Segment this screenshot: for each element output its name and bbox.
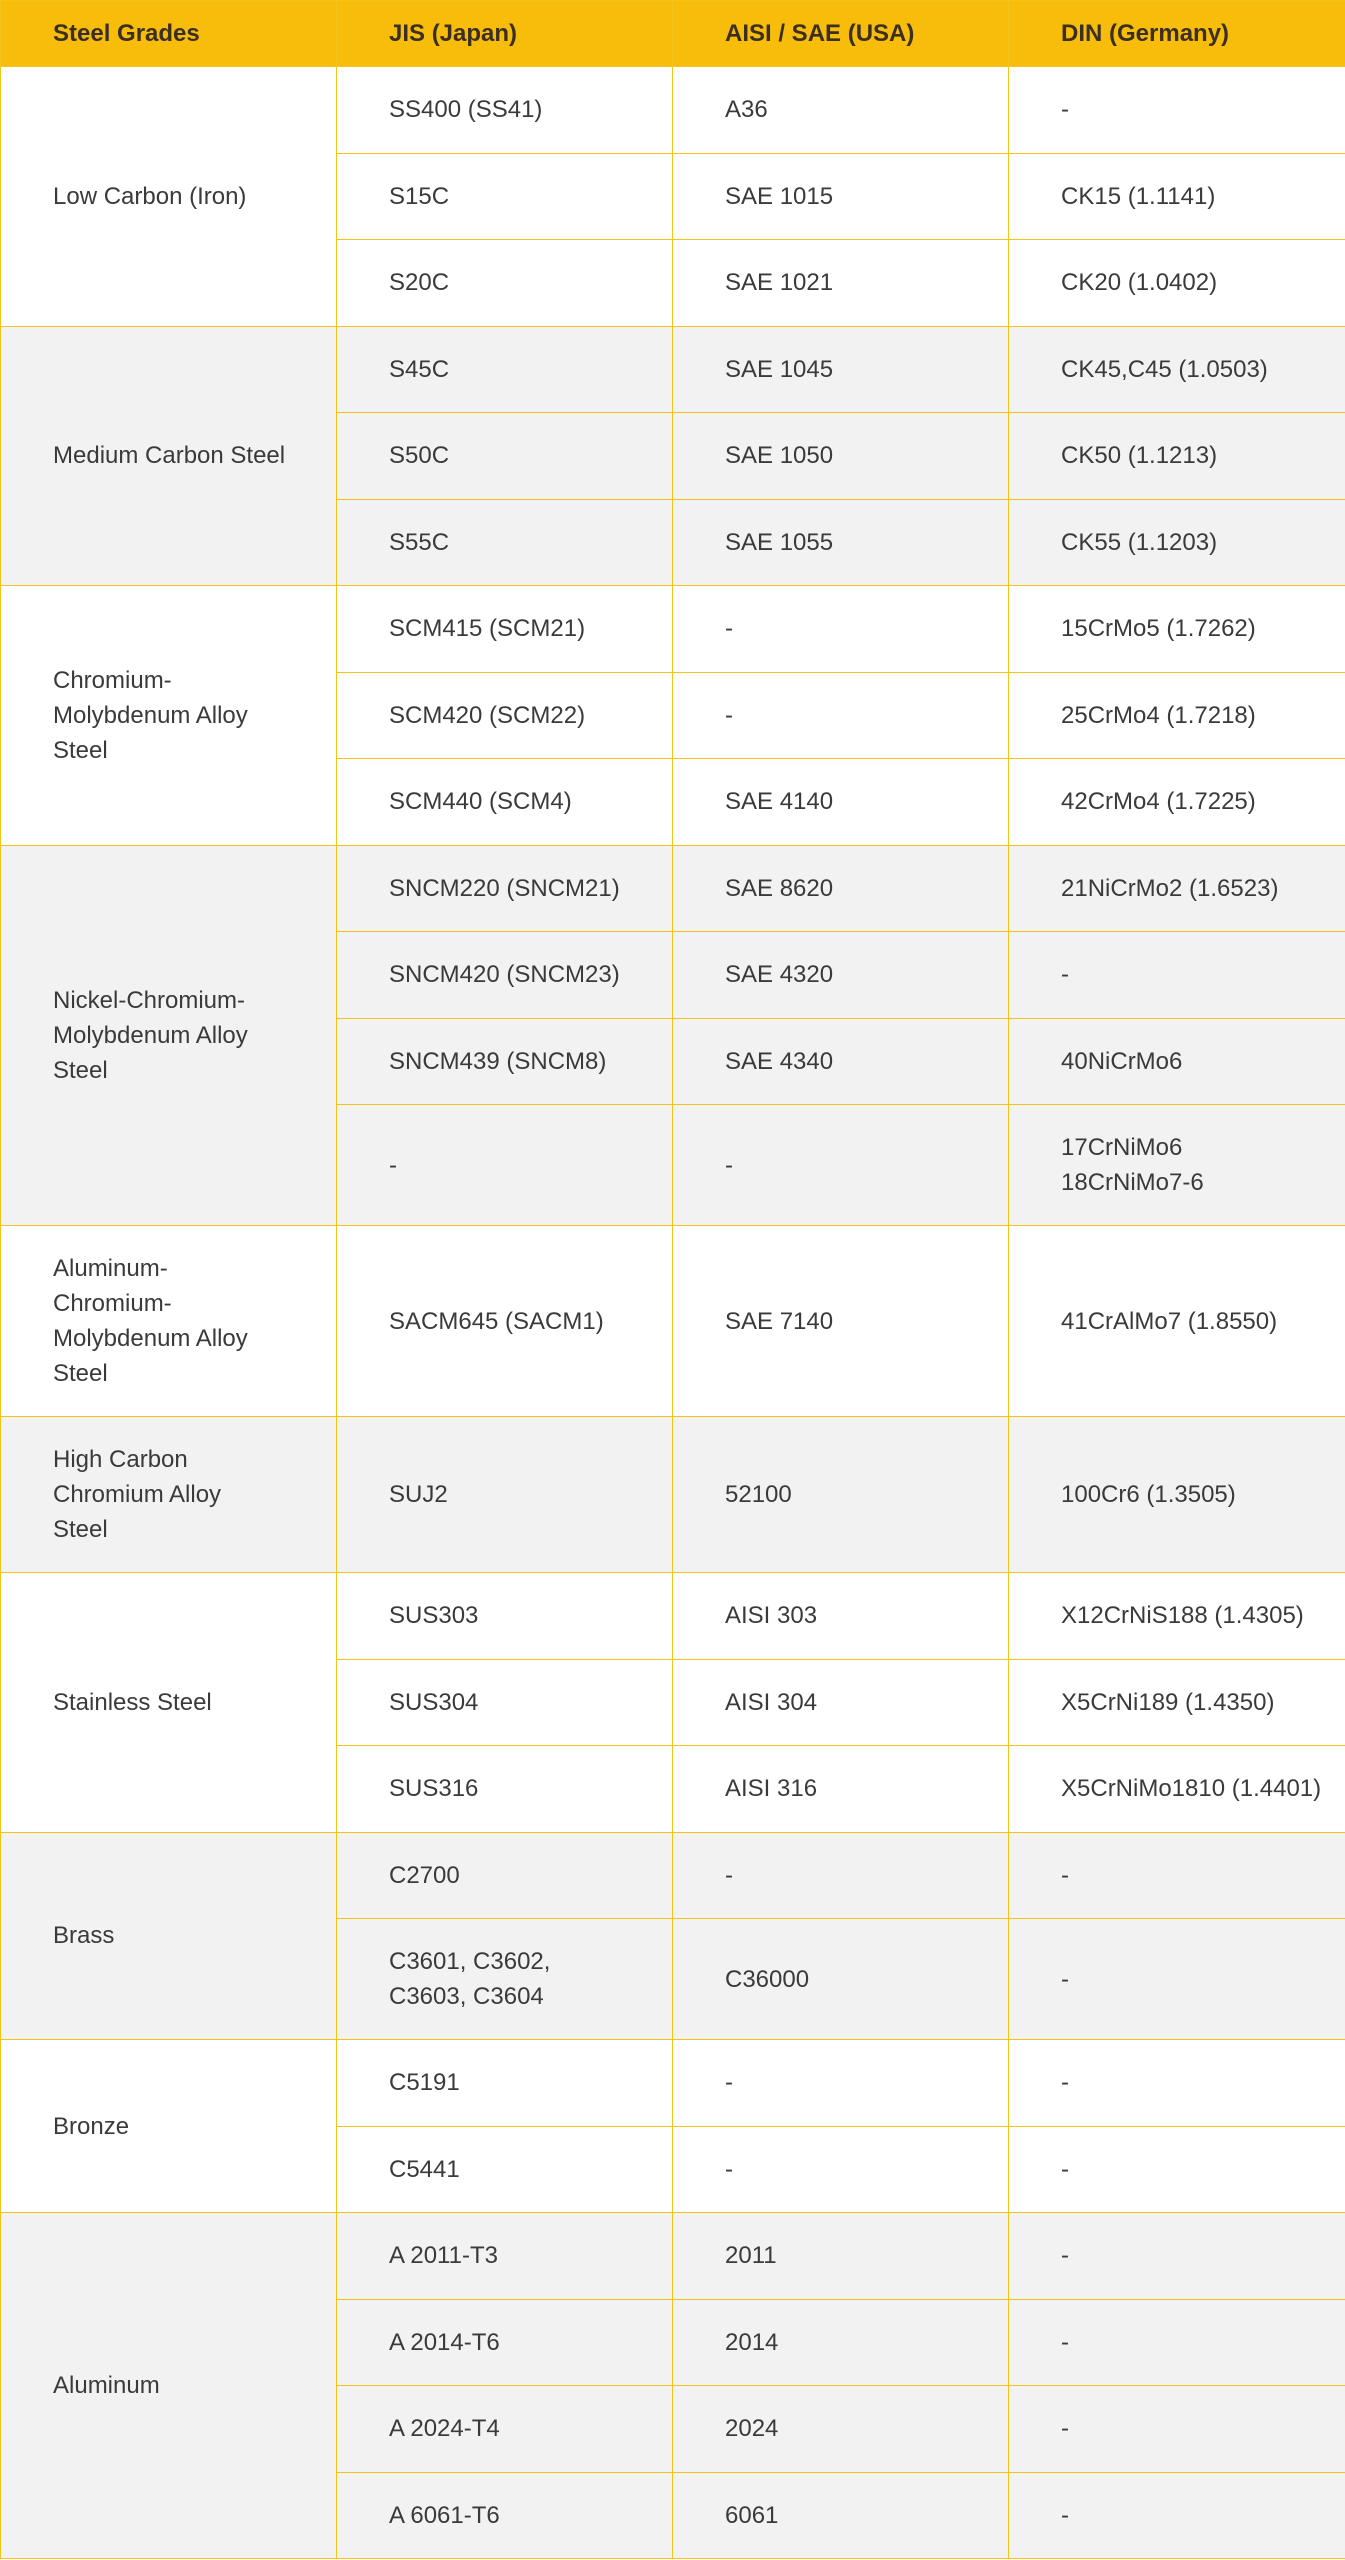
group-stainless-steel (1, 1573, 1345, 1833)
din-cell: CK20 (1.0402) (1009, 240, 1345, 327)
aisi-cell: 2014 (673, 2299, 1009, 2386)
aisi-cell: 6061 (673, 2472, 1009, 2559)
grade-name: Medium Carbon Steel (1, 326, 337, 586)
group-chromium-molybdenum (1, 586, 1345, 846)
group-aluminum-chromium-molybdenum (1, 1226, 1345, 1417)
group-aluminum (1, 2213, 1345, 2559)
group-bronze (1, 2040, 1345, 2213)
aisi-cell: SAE 7140 (673, 1226, 1009, 1417)
jis-cell: S20C (337, 240, 673, 327)
aisi-cell: SAE 1015 (673, 153, 1009, 240)
din-cell: X5CrNi189 (1.4350) (1009, 1659, 1345, 1746)
jis-cell: SNCM420 (SNCM23) (337, 932, 673, 1019)
jis-cell: C5191 (337, 2040, 673, 2127)
table-row (1, 1573, 1345, 1660)
jis-cell: SUJ2 (337, 1417, 673, 1573)
jis-cell: S45C (337, 326, 673, 413)
aisi-cell: AISI 316 (673, 1746, 1009, 1833)
aisi-cell: 2011 (673, 2213, 1009, 2300)
jis-cell: A 2024-T4 (337, 2386, 673, 2473)
aisi-cell: AISI 303 (673, 1573, 1009, 1660)
din-cell: CK50 (1.1213) (1009, 413, 1345, 500)
table-row (1, 1832, 1345, 1919)
aisi-cell: - (673, 586, 1009, 673)
table-row (1, 845, 1345, 932)
jis-cell: SUS316 (337, 1746, 673, 1833)
aisi-cell: 2024 (673, 2386, 1009, 2473)
grade-name: Brass (1, 1832, 337, 2040)
aisi-cell: SAE 1055 (673, 499, 1009, 586)
grade-name: Low Carbon (Iron) (1, 67, 337, 327)
aisi-cell: SAE 4140 (673, 759, 1009, 846)
aisi-cell: 52100 (673, 1417, 1009, 1573)
grade-name: Bronze (1, 2040, 337, 2213)
table-row (1, 586, 1345, 673)
din-cell: - (1009, 67, 1345, 154)
din-cell: - (1009, 932, 1345, 1019)
din-cell: X12CrNiS188 (1.4305) (1009, 1573, 1345, 1660)
group-low-carbon (1, 67, 1345, 327)
jis-cell: C2700 (337, 1832, 673, 1919)
jis-cell: A 6061-T6 (337, 2472, 673, 2559)
din-cell: 100Cr6 (1.3505) (1009, 1417, 1345, 1573)
din-cell: X5CrNiMo1810 (1.4401) (1009, 1746, 1345, 1833)
jis-cell: SNCM220 (SNCM21) (337, 845, 673, 932)
jis-cell: A 2014-T6 (337, 2299, 673, 2386)
din-cell: 17CrNiMo6 18CrNiMo7-6 (1009, 1105, 1345, 1226)
jis-cell: S55C (337, 499, 673, 586)
aisi-cell: - (673, 1832, 1009, 1919)
din-cell: - (1009, 2126, 1345, 2213)
grade-name: Stainless Steel (1, 1573, 337, 1833)
din-cell: - (1009, 2299, 1345, 2386)
aisi-cell: A36 (673, 67, 1009, 154)
jis-cell: SS400 (SS41) (337, 67, 673, 154)
din-cell: - (1009, 2386, 1345, 2473)
aisi-cell: SAE 1045 (673, 326, 1009, 413)
jis-cell: C5441 (337, 2126, 673, 2213)
table-row (1, 1417, 1345, 1573)
aisi-cell: - (673, 672, 1009, 759)
din-cell: - (1009, 1919, 1345, 2040)
jis-cell: SNCM439 (SNCM8) (337, 1018, 673, 1105)
table-row (1, 1226, 1345, 1417)
header-jis: JIS (Japan) (337, 1, 673, 67)
grade-name: Nickel-Chromium-Molybdenum Alloy Steel (1, 845, 337, 1226)
jis-cell: - (337, 1105, 673, 1226)
grade-name: High Carbon Chromium Alloy Steel (1, 1417, 337, 1573)
table-row (1, 67, 1345, 154)
group-nickel-chromium-molybdenum (1, 845, 1345, 1226)
jis-cell: S50C (337, 413, 673, 500)
din-cell: 21NiCrMo2 (1.6523) (1009, 845, 1345, 932)
grade-name: Chromium-Molybdenum Alloy Steel (1, 586, 337, 846)
aisi-cell: - (673, 1105, 1009, 1226)
aisi-cell: C36000 (673, 1919, 1009, 2040)
din-cell: 40NiCrMo6 (1009, 1018, 1345, 1105)
table-row (1, 326, 1345, 413)
jis-cell: SUS304 (337, 1659, 673, 1746)
din-cell: - (1009, 2472, 1345, 2559)
aisi-cell: SAE 1021 (673, 240, 1009, 327)
jis-cell: SCM415 (SCM21) (337, 586, 673, 673)
din-cell: 41CrAlMo7 (1.8550) (1009, 1226, 1345, 1417)
grade-name: Aluminum (1, 2213, 337, 2559)
header-aisi-sae: AISI / SAE (USA) (673, 1, 1009, 67)
aisi-cell: AISI 304 (673, 1659, 1009, 1746)
aisi-cell: - (673, 2040, 1009, 2127)
group-brass (1, 1832, 1345, 2040)
din-cell: - (1009, 2040, 1345, 2127)
aisi-cell: SAE 4320 (673, 932, 1009, 1019)
jis-cell: C3601, C3602, C3603, C3604 (337, 1919, 673, 2040)
jis-cell: SCM420 (SCM22) (337, 672, 673, 759)
group-high-carbon-chromium (1, 1417, 1345, 1573)
aisi-cell: - (673, 2126, 1009, 2213)
jis-cell: SCM440 (SCM4) (337, 759, 673, 846)
jis-cell: SUS303 (337, 1573, 673, 1660)
din-cell: CK15 (1.1141) (1009, 153, 1345, 240)
grade-name: Aluminum-Chromium-Molybdenum Alloy Steel (1, 1226, 337, 1417)
din-cell: 25CrMo4 (1.7218) (1009, 672, 1345, 759)
table-row (1, 2213, 1345, 2300)
aisi-cell: SAE 4340 (673, 1018, 1009, 1105)
aisi-cell: SAE 8620 (673, 845, 1009, 932)
group-medium-carbon (1, 326, 1345, 586)
din-cell: 42CrMo4 (1.7225) (1009, 759, 1345, 846)
header-steel-grades: Steel Grades (1, 1, 337, 67)
table-header-row (1, 1, 1345, 67)
din-cell: - (1009, 1832, 1345, 1919)
jis-cell: SACM645 (SACM1) (337, 1226, 673, 1417)
jis-cell: S15C (337, 153, 673, 240)
din-cell: - (1009, 2213, 1345, 2300)
din-cell: 15CrMo5 (1.7262) (1009, 586, 1345, 673)
jis-cell: A 2011-T3 (337, 2213, 673, 2300)
din-cell: CK55 (1.1203) (1009, 499, 1345, 586)
table-row (1, 2040, 1345, 2127)
header-din: DIN (Germany) (1009, 1, 1345, 67)
aisi-cell: SAE 1050 (673, 413, 1009, 500)
din-cell: CK45,C45 (1.0503) (1009, 326, 1345, 413)
